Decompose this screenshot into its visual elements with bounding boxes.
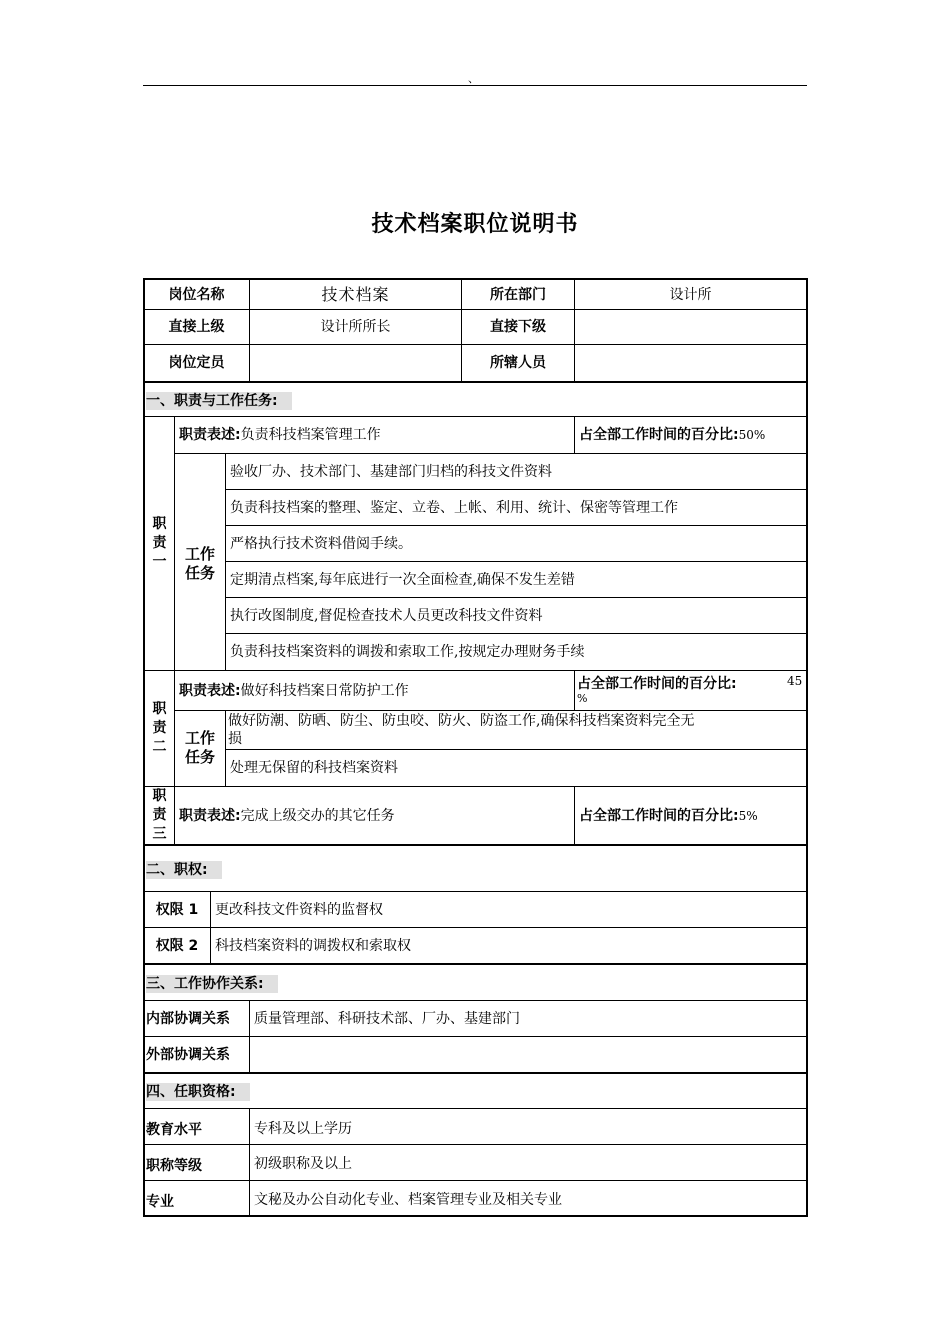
internal-relations-label: 内部协调关系	[146, 1010, 230, 1027]
duty-1-name: 职 责 一	[152, 516, 167, 570]
duty-1-task-1: 验收厂办、技术部门、基建部门归档的科技文件资料	[230, 463, 552, 480]
header-mark: 、	[468, 72, 479, 85]
dept-label: 所在部门	[490, 286, 546, 303]
duty-2-task-label: 工作 任务	[184, 729, 215, 766]
duty-1-task-6: 负责科技档案资料的调拨和索取工作,按规定办理财务手续	[230, 644, 585, 660]
major-text: 文秘及办公自动化专业、档案管理专业及相关专业	[254, 1192, 562, 1208]
section-1-heading: 一、职责与工作任务:	[146, 392, 292, 410]
duty-2-task-1: 做好防潮、防晒、防尘、防虫咬、防火、防盗工作,确保科技档案资料完全无 损	[228, 713, 695, 747]
duty-2-percent: 占全部工作时间的百分比: 45 %	[577, 674, 803, 705]
duty-1-desc: 职责表述: 负责科技档案管理工作	[179, 427, 381, 443]
page-title: 技术档案职位说明书	[371, 212, 579, 237]
headcount-label: 岗位定员	[168, 355, 225, 371]
headcount-value	[250, 345, 461, 381]
position-name-value: 技术档案	[321, 284, 390, 304]
education-label: 教育水平	[146, 1122, 202, 1138]
duty-3-percent: 占全部工作时间的百分比: 5%	[579, 807, 758, 824]
duty-2-desc: 职责表述: 做好科技档案日常防护工作	[179, 682, 409, 699]
duty-1-task-4: 定期清点档案,每年底进行一次全面检查,确保不发生差错	[230, 571, 575, 588]
staff-value	[575, 345, 806, 381]
superior-value: 设计所所长	[320, 319, 391, 335]
title-level-label: 职称等级	[146, 1158, 202, 1174]
duty-1-task-5: 执行改图制度,督促检查技术人员更改科技文件资料	[230, 607, 543, 624]
duty-1-percent: 占全部工作时间的百分比: 50%	[579, 427, 766, 443]
section-4-heading: 四、任职资格:	[146, 1083, 250, 1101]
header-rule	[143, 85, 807, 86]
staff-label: 所辖人员	[490, 355, 546, 371]
duty-2-name: 职 责 二	[152, 701, 167, 755]
duty-3-name: 职 责 三	[152, 788, 167, 842]
major-label: 专业	[146, 1194, 174, 1210]
duty-1-task-3: 严格执行技术资料借阅手续。	[230, 535, 412, 552]
duty-1-task-label: 工作 任务	[184, 545, 215, 582]
external-relations-text	[250, 1037, 806, 1072]
authority-2-text: 科技档案资料的调拨权和索取权	[215, 937, 411, 954]
duty-3-desc: 职责表述: 完成上级交办的其它任务	[179, 807, 395, 824]
education-text: 专科及以上学历	[254, 1120, 352, 1137]
section-2-heading: 二、职权:	[146, 861, 222, 879]
duty-2-task-2: 处理无保留的科技档案资料	[230, 760, 398, 776]
authority-1-text: 更改科技文件资料的监督权	[215, 901, 383, 918]
subordinate-value	[575, 310, 806, 344]
internal-relations-text: 质量管理部、科研技术部、厂办、基建部门	[254, 1010, 520, 1027]
dept-value: 设计所	[669, 286, 712, 303]
position-name-label: 岗位名称	[168, 286, 225, 303]
subordinate-label: 直接下级	[490, 319, 546, 335]
duty-1-task-2: 负责科技档案的整理、鉴定、立卷、上帐、利用、统计、保密等管理工作	[230, 499, 678, 516]
authority-1-label: 权限 1	[155, 901, 199, 918]
section-3-heading: 三、工作协作关系:	[146, 975, 278, 993]
superior-label: 直接上级	[168, 319, 225, 335]
title-level-text: 初级职称及以上	[254, 1156, 352, 1172]
authority-2-label: 权限 2	[155, 937, 199, 954]
external-relations-label: 外部协调关系	[146, 1046, 230, 1063]
